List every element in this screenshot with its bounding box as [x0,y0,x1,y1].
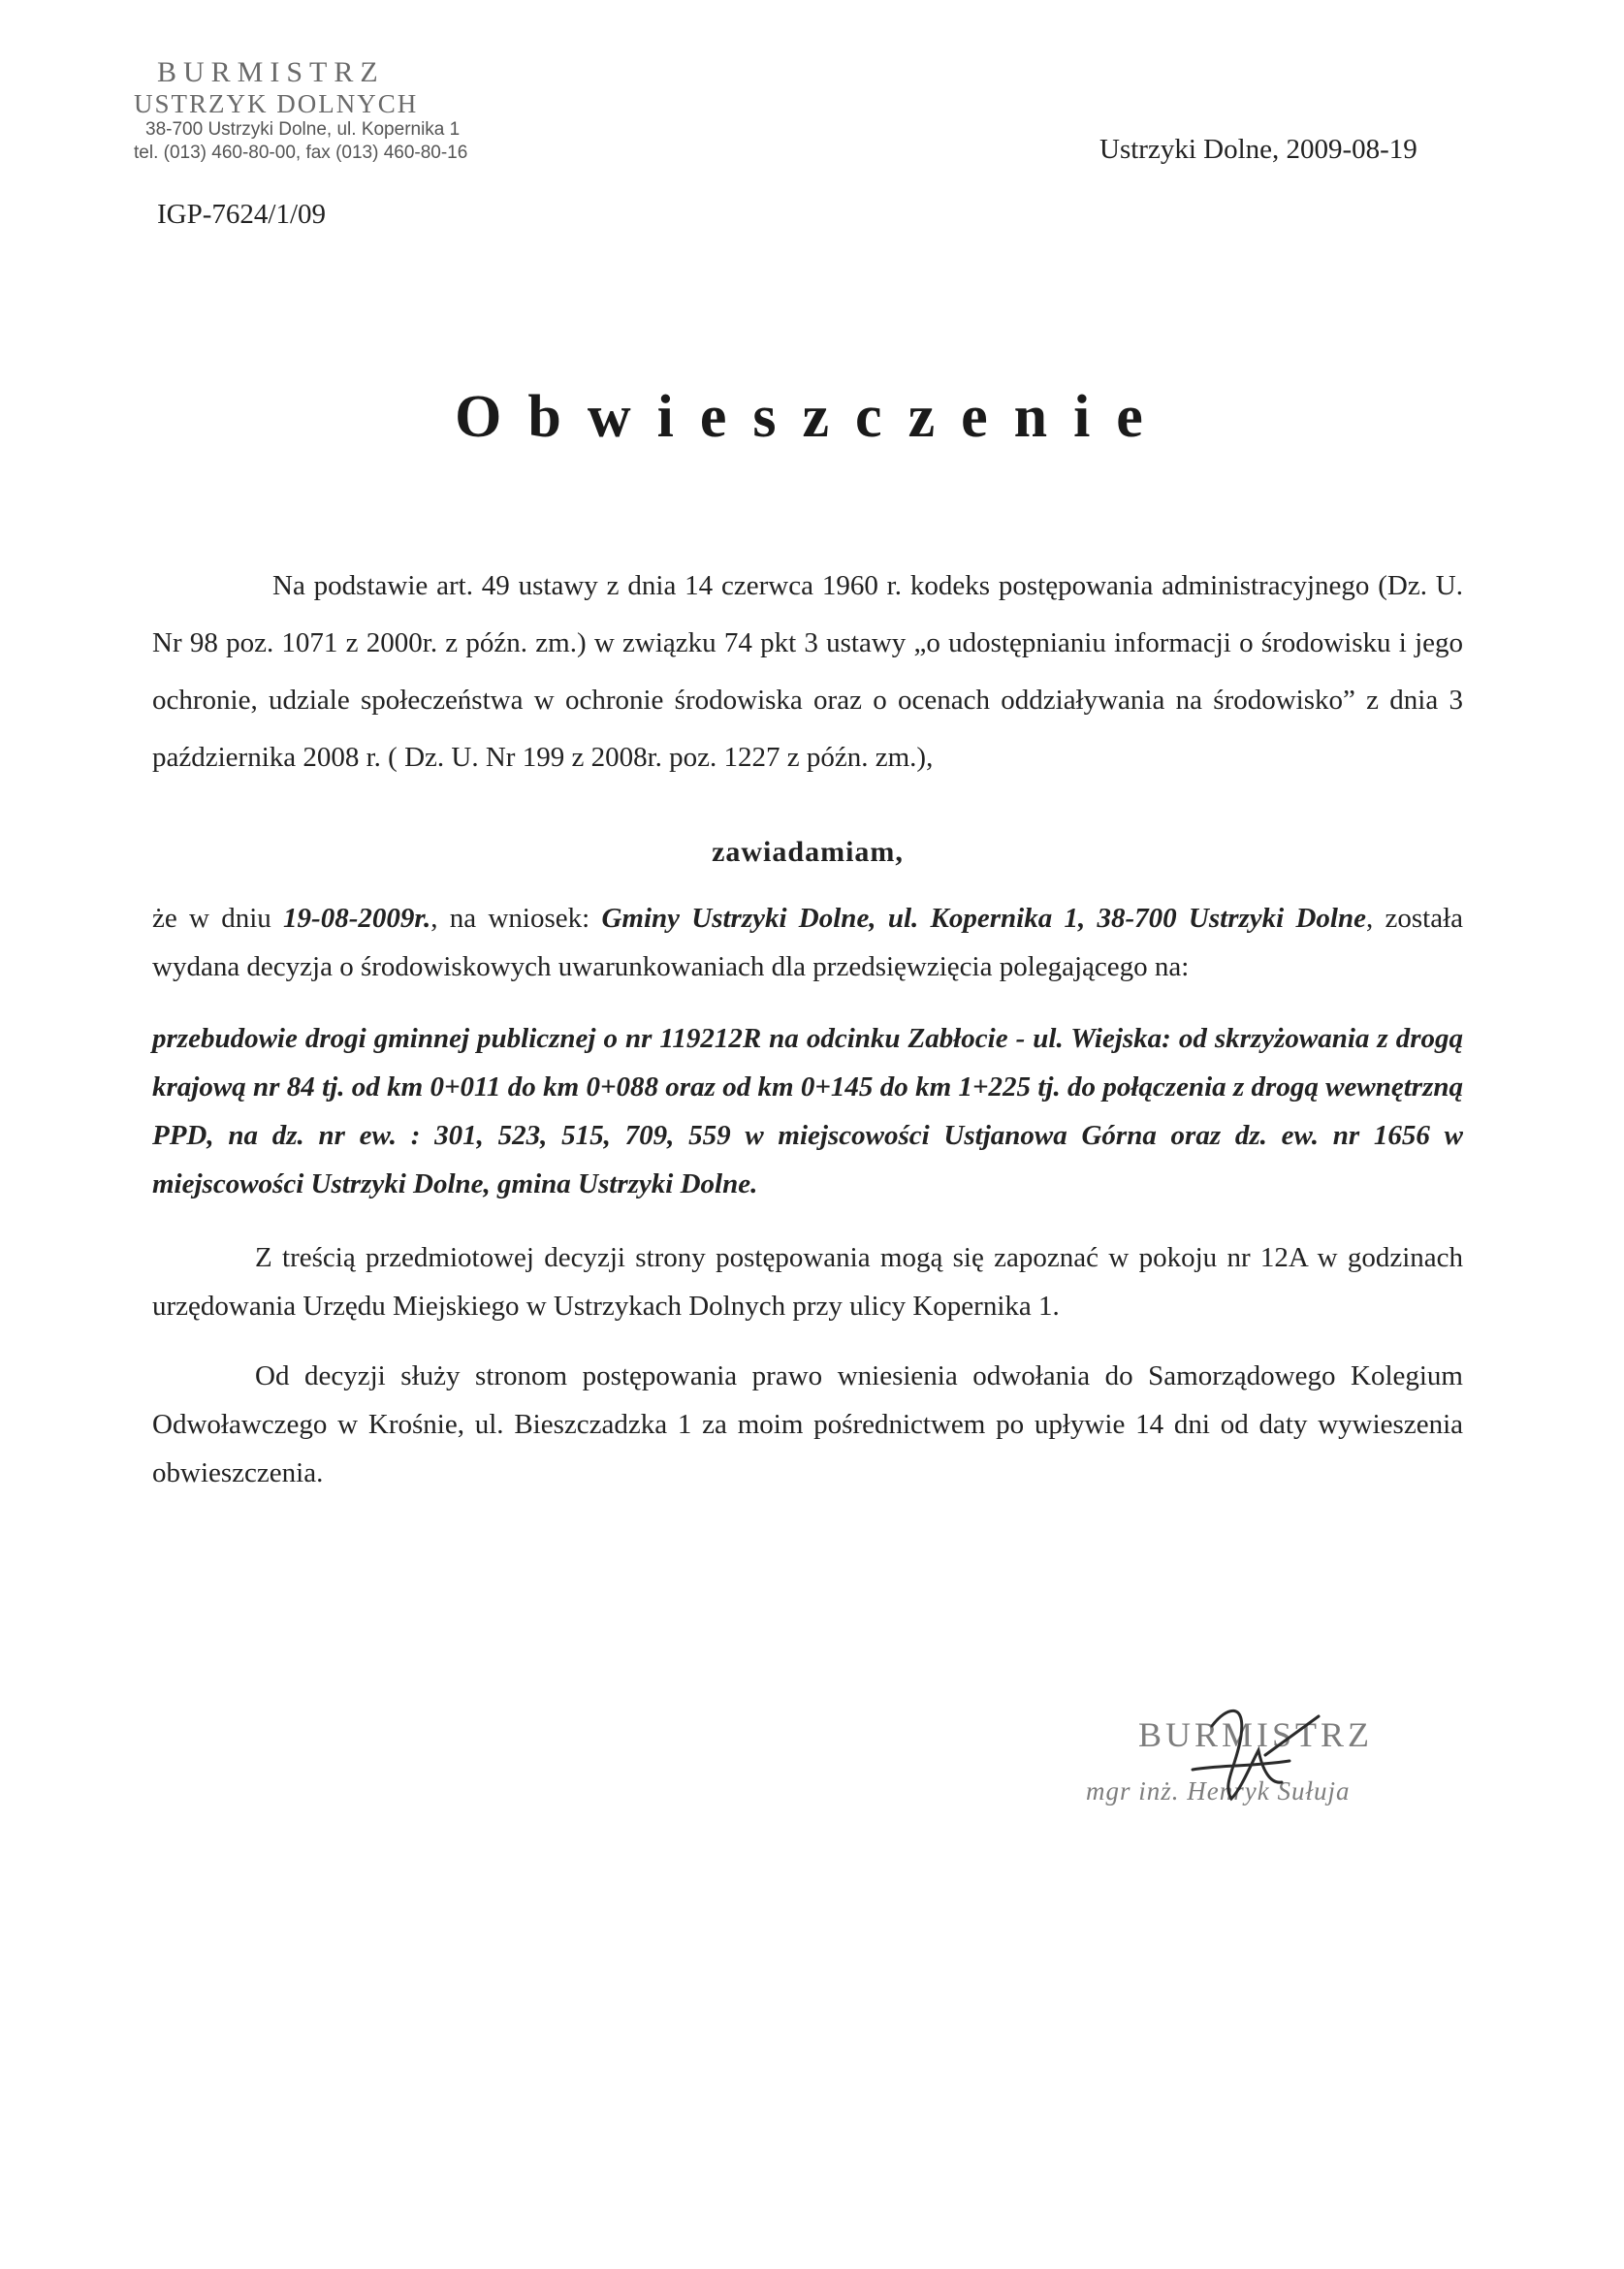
notice-text-1: że w dniu [152,903,284,934]
access-paragraph: Z treścią przedmiotowej decyzji strony postępowania mogą się zapoznać w pokoju nr 12A w godzinach urzędowania Urzędu Miejskiego w Ustrzykach Dolnych przy ulicy Kopernika 1. [152,1242,1463,1322]
notice-paragraph [152,894,1463,991]
signature-stamp [1086,1707,1454,1823]
letterhead-stamp [134,56,541,165]
letterhead-city: USTRZYK DOLNYCH [134,89,419,118]
signature-title: BURMISTRZ [1138,1715,1374,1754]
document-body [152,558,1463,1497]
notice-heading: zawiadamiam, [712,836,904,868]
reference-number: IGP-7624/1/09 [157,199,326,230]
notice-text-3: , została wydana decyzja o środowiskowych uwarunkowaniach dla przedsięwzięcia polegającego na: [152,903,1463,982]
appeal-paragraph: Od decyzji służy stronom postępowania prawo wniesienia odwołania do Samorządowego Kolegium Odwoławczego w Krośnie, ul. Bieszczadzka 1 za moim pośrednictwem po upływie 14 dni od daty wywieszenia obwieszczenia. [152,1360,1463,1488]
decision-date: 19-08-2009r. [283,903,431,934]
letterhead-address: 38-700 Ustrzyki Dolne, ul. Kopernika 1 [145,119,461,140]
document-title: Obwieszczenie [455,384,1169,450]
letterhead-title: BURMISTRZ [157,56,385,88]
applicant: Gminy Ustrzyki Dolne, ul. Kopernika 1, 38-700 Ustrzyki Dolne [601,903,1366,934]
notice-text-2: , na wniosek: [430,903,602,934]
handwritten-signature-icon [1173,1697,1348,1813]
letterhead-phone: tel. (013) 460-80-00, fax (013) 460-80-16 [134,143,468,163]
legal-basis-paragraph: Na podstawie art. 49 ustawy z dnia 14 czerwca 1960 r. kodeks postępowania administracyjnego (Dz. U. Nr 98 poz. 1071 z 2000r. z późn. zm.) w związku 74 pkt 3 ustawy „o udostępnianiu informacji o środowisku i jego ochronie, udziale społeczeństwa w ochronie środowiska oraz o ocenach oddziaływania na środowisko” z dnia 3 października 2008 r. ( Dz. U. Nr 199 z 2008r. poz. 1227 z późn. zm.), [152,570,1463,773]
document-date: Ustrzyki Dolne, 2009-08-19 [1099,134,1417,165]
signatory-name: mgr inż. Henryk Sułuja [1086,1776,1351,1806]
project-description: przebudowie drogi gminnej publicznej o nr 119212R na odcinku Zabłocie - ul. Wiejska: od skrzyżowania z drogą krajową nr 84 tj. od km 0+011 do km 0+088 oraz od km 0+145 do km 1+225 tj. do połączenia z drogą wewnętrzną PPD, na dz. nr ew. : 301, 523, 515, 709, 559 w miejscowości Ustjanowa Górna oraz dz. ew. nr 1656 w miejscowości Ustrzyki Dolne, gmina Ustrzyki Dolne. [152,1023,1463,1199]
